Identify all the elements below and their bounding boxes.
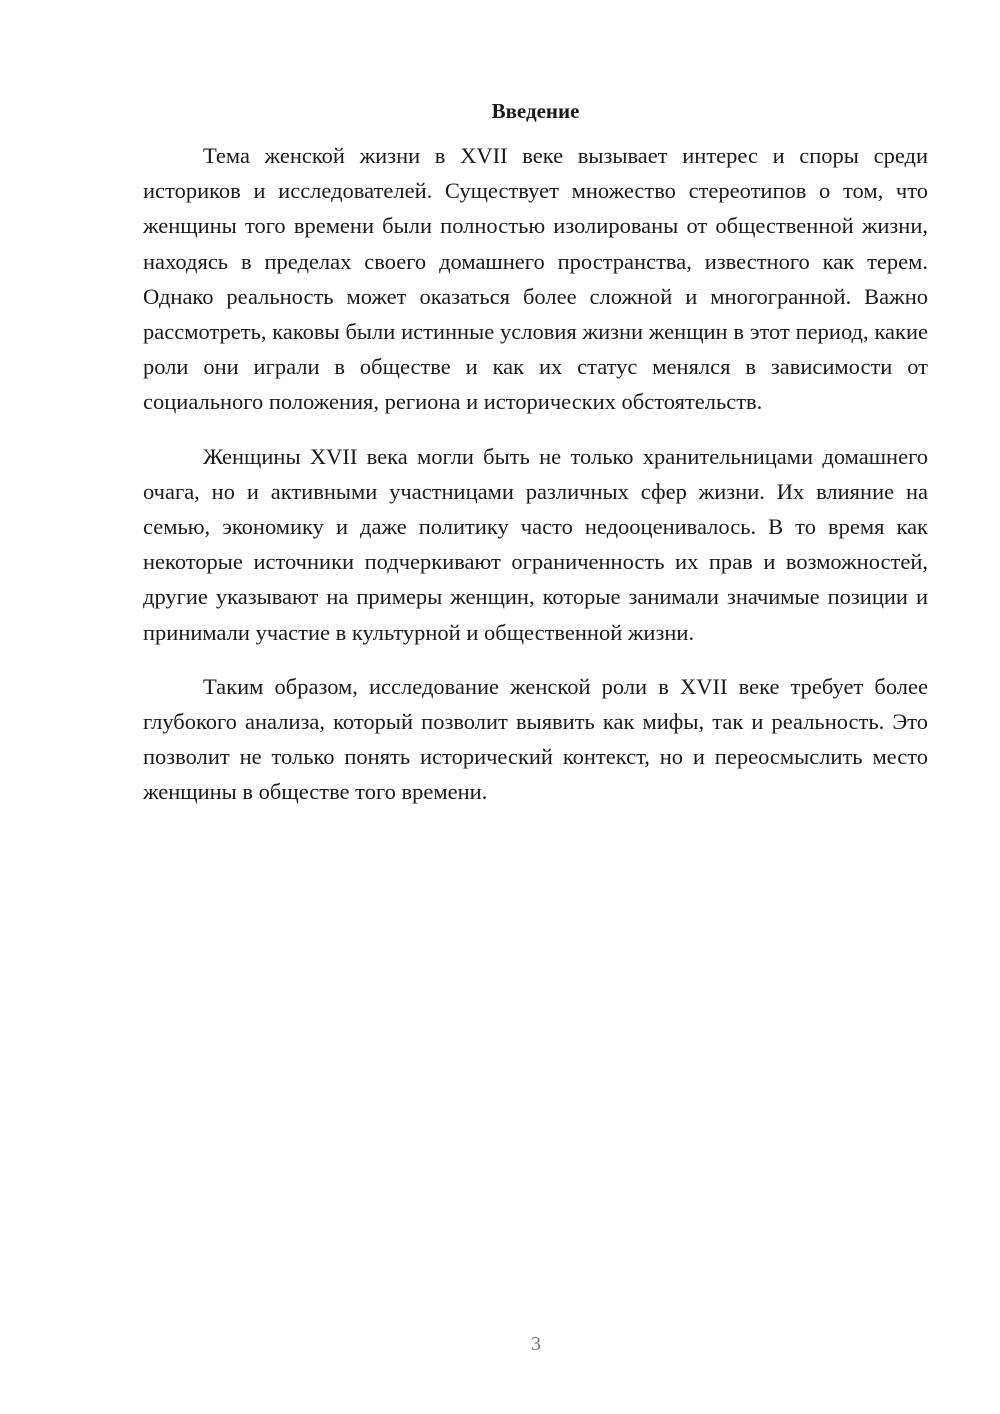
paragraph-1: Тема женской жизни в XVII веке вызывает интерес и споры среди историков и исследователей. Существует множество стереотипов о том, что женщины того времени были полностью изолированы от общественной жизни, находясь в пределах своего домашнего пространства, известного как терем. Однако реальность может оказаться более сложной и многогранной. Важно рассмотреть, каковы были истинные условия жизни женщин в этот период, какие роли они играли в обществе и как их статус менялся в зависимости от социального положения, региона и исторических обстоятельств. — [143, 143, 928, 415]
document-body — [143, 96, 928, 829]
section-heading: Введение — [491, 99, 580, 123]
paragraph-2: Женщины XVII века могли быть не только хранительницами домашнего очага, но и активными участницами различных сфер жизни. Их влияние на семью, экономику и даже политику часто недооценивалось. В то время как некоторые источники подчеркивают ограниченность их прав и возможностей, другие указывают на примеры женщин, которые занимали значимые позиции и принимали участие в культурной и общественной жизни. — [143, 443, 928, 645]
paragraph-3: Таким образом, исследование женской роли в XVII веке требует более глубокого анализа, который позволит выявить как мифы, так и реальность. Это позволит не только понять исторический контекст, но и переосмыслить место женщины в обществе того времени. — [143, 673, 928, 805]
page-number: 3 — [531, 1333, 541, 1355]
